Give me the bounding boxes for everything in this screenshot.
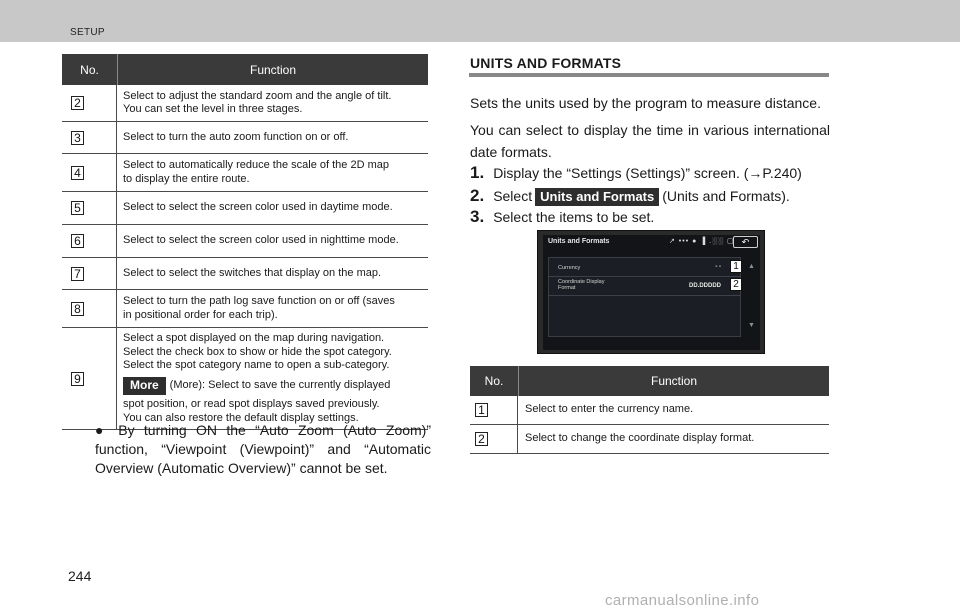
- table-row: [62, 290, 428, 328]
- table-row: [62, 154, 428, 192]
- item-value: DD.DDDDD: [689, 283, 721, 289]
- row-text: Select to change the coordinate display format.: [525, 432, 755, 445]
- item-value: - -: [715, 264, 721, 270]
- table-row: [62, 328, 428, 430]
- table-row: [470, 425, 829, 454]
- units-formats-screen: [537, 230, 765, 354]
- row-text: Select to turn the auto zoom function on or off.: [123, 130, 349, 143]
- paragraph: Sets the units used by the program to measure distance.: [470, 95, 821, 111]
- table-header: [470, 366, 829, 396]
- table-row: [62, 192, 428, 225]
- paragraph: You can select to display the time in various international date formats.: [470, 122, 830, 160]
- step-3: [470, 207, 654, 227]
- step-2: [470, 186, 790, 206]
- table-header: [62, 54, 428, 85]
- screen-title: Units and Formats: [548, 238, 610, 245]
- row-number: 2: [71, 96, 84, 110]
- row-text: (More): Select to save the currently displayed: [169, 379, 391, 391]
- row-number: 9: [71, 372, 84, 386]
- row-text: Select a spot displayed on the map during navigation.: [123, 332, 385, 344]
- scroll-up-icon[interactable]: ▲: [748, 263, 755, 270]
- item-label: Coordinate Display Format: [558, 279, 605, 291]
- row-text: Select the check box to show or hide the spot category.: [123, 345, 392, 358]
- step-text: Display the “Settings (Settings)” screen. (→P.240): [493, 165, 802, 181]
- watermark: carmanualsonline.info: [605, 592, 760, 609]
- col-function-header: Function: [117, 54, 428, 85]
- section-rule: [469, 73, 829, 77]
- table-row: [62, 85, 428, 122]
- row-text: Select to turn the path log save function on or off (saves: [123, 295, 395, 307]
- row-text: You can set the level in three stages.: [123, 103, 303, 115]
- row-number: 1: [475, 403, 488, 417]
- col-function-header: Function: [518, 366, 829, 396]
- row-text: Select to select the screen color used in nighttime mode.: [123, 234, 399, 247]
- function-table-left: [62, 54, 428, 430]
- table-row: [62, 122, 428, 154]
- item-label: Currency: [558, 265, 581, 271]
- row-text: Select to select the screen color used in daytime mode.: [123, 201, 393, 214]
- scroll-down-icon[interactable]: ▼: [748, 322, 755, 329]
- status-icons: ↗ ••• ● ▐ .░░ ▢: [669, 238, 735, 245]
- step-text: Select: [493, 188, 533, 204]
- row-text: Select to automatically reduce the scale of the 2D map: [123, 159, 389, 171]
- table-row: [470, 396, 829, 425]
- row-text: Select to enter the currency name.: [525, 403, 694, 416]
- step-text: Select the items to be set.: [493, 209, 655, 225]
- page-number: 244: [68, 568, 92, 584]
- callout-1: 1: [730, 260, 742, 273]
- section-label: SETUP: [70, 27, 105, 38]
- row-text: in positional order for each trip).: [123, 308, 278, 321]
- col-no-header: No.: [484, 374, 504, 388]
- row-text: spot position, or read spot displays saved previously.: [123, 398, 380, 410]
- row-number: 6: [71, 234, 84, 248]
- section-title: UNITS AND FORMATS: [470, 55, 622, 71]
- settings-list: [548, 257, 741, 337]
- row-number: 7: [71, 267, 84, 281]
- bullet-note: ● By turning ON the “Auto Zoom (Auto Zoom)” function, “Viewpoint (Viewpoint)” and “Automatic Overview (Automatic Overview)” cannot be set.: [95, 422, 431, 476]
- row-text: Select to adjust the standard zoom and the angle of tilt.: [123, 89, 392, 102]
- step-text: (Units and Formats).: [662, 188, 790, 204]
- table-row: [62, 258, 428, 290]
- row-number: 8: [71, 302, 84, 316]
- row-text: You can also restore the default display settings.: [123, 411, 359, 424]
- header-band: [0, 0, 960, 42]
- row-number: 3: [71, 131, 84, 145]
- more-button: More: [123, 377, 166, 396]
- row-text: to display the entire route.: [123, 172, 250, 185]
- step-1: [470, 163, 802, 183]
- row-number: 5: [71, 201, 84, 215]
- row-number: 4: [71, 166, 84, 180]
- callout-2: 2: [730, 278, 742, 291]
- step-number: 3.: [470, 207, 485, 226]
- row-text: Select the spot category name to open a sub-category.: [123, 359, 390, 371]
- row-number: 2: [475, 432, 488, 446]
- col-no-header: No.: [80, 62, 99, 77]
- list-item-currency[interactable]: [549, 259, 741, 277]
- table-row: [62, 225, 428, 258]
- function-table-right: [470, 366, 829, 454]
- step-number: 2.: [470, 186, 485, 205]
- back-icon[interactable]: ↶: [733, 236, 758, 248]
- step-number: 1.: [470, 163, 485, 182]
- list-item-coordinate-format[interactable]: [549, 277, 741, 296]
- row-text: Select to select the switches that display on the map.: [123, 266, 382, 279]
- units-and-formats-button: Units and Formats: [535, 188, 659, 206]
